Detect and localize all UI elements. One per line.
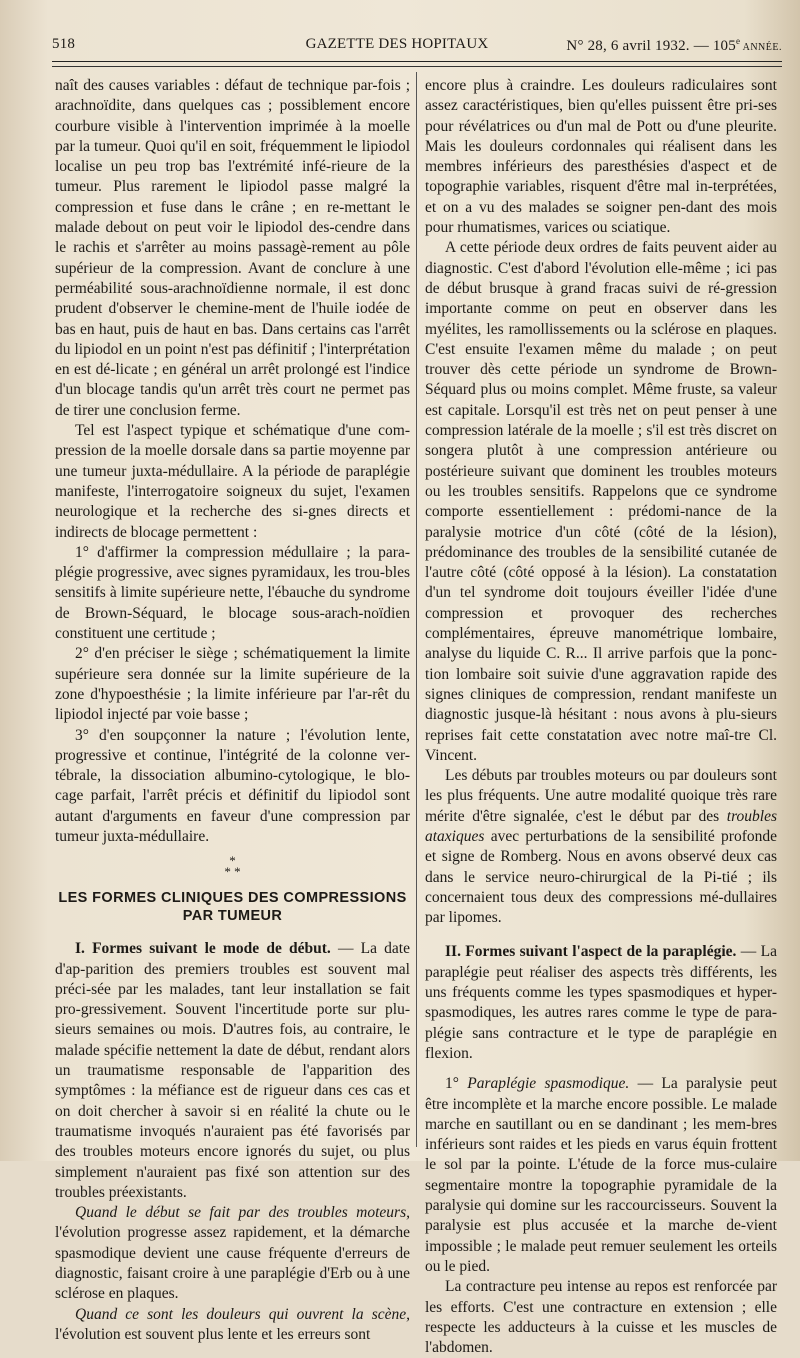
header-rule-bottom bbox=[52, 66, 782, 67]
paragraph: Quand ce sont les douleurs qui ouvrent la scène, l'évolution est souvent plus lente et les erreurs sont bbox=[55, 1305, 410, 1343]
section-separator: * * * bbox=[224, 853, 241, 880]
left-column bbox=[55, 76, 410, 1345]
issue-info: N° 28, 6 avril 1932. — 105e ANNÉE. bbox=[566, 36, 782, 54]
paragraph: Tel est l'aspect typique et schématique d'une com-pression de la moelle dorsale dans sa partie moyenne par une tumeur juxta-médullaire. A la période de paraplégie manifeste, l'interrogatoire soigneux du sujet, l'examen neurologique et la recherche des si-gnes directs et indirects de blocage permettent : bbox=[55, 422, 410, 541]
paragraph: II. Formes suivant l'aspect de la paraplégie. — La paraplégie peut réaliser des aspects très différents, les uns fréquents comme les types spasmodiques et hyper-spasmodiques, les autres rares comme le type de para-plégie sans contracture et le type de paraplégie en flexion. bbox=[425, 943, 777, 1062]
paragraph: 1° d'affirmer la compression médullaire ; la para-plégie progressive, avec signes pyramidaux, les trou-bles sensitifs à limite supérieure nette, l'ébauche du syndrome de Brown-Séquard, le blocage sous-arach-noïdien constituent une certitude ; bbox=[55, 543, 410, 643]
section-title: LES FORMES CLINIQUES DES COMPRESSIONS PAR TUMEUR bbox=[58, 890, 407, 925]
paragraph: 2° d'en préciser le siège ; schématiquement la limite supérieure sera donnée sur la limite supérieure de la zone d'hypoesthésie ; la limite inférieure par l'ar-rêt du lipiodol injecté par voie basse ; bbox=[55, 645, 410, 724]
paragraph: I. Formes suivant le mode de début. — La date d'ap-parition des premiers troubles est souvent mal préci-sée par les malades, tant leur installation se fait pro-gressivement. Souvent l'incertitude porte sur plu-sieurs semaines ou mois. D'autres fois, au contraire, le malade spécifie nettement la date de début, rendant alors un traumatisme responsable de l'apparition des symptômes : la méfiance est de rigueur dans ces cas et on doit chercher à savoir si en réalité la chute ou le traumatisme invoqués n'auraient pas été favorisés par des troubles moteurs encore ignorés du sujet, ou plus simplement n'auraient pas fixé son attention sur des troubles préexistants. bbox=[55, 940, 410, 1201]
column-divider bbox=[416, 72, 417, 1147]
page-number: 518 bbox=[52, 36, 76, 52]
paragraph: Les débuts par troubles moteurs ou par douleurs sont les plus fréquents. Une autre modalité quoique très rare mérite d'être signalée, c'est le début par des troubles ataxiques avec perturbations de la sensibilité profonde et signe de Romberg. Nous en avons observé deux cas dans le service neuro-chirurgical de la Pi-tié ; ils concernaient tous deux des compressions mé-dullaires par lipomes. bbox=[425, 767, 777, 927]
right-column bbox=[425, 76, 777, 1358]
journal-title: GAZETTE DES HOPITAUX bbox=[305, 36, 489, 52]
header-rule-top bbox=[52, 61, 782, 62]
paragraph: La contracture peu intense au repos est renforcée par les efforts. C'est une contracture en extension ; elle respecte les adducteurs à la cuisse et les muscles de l'abdomen. bbox=[425, 1278, 777, 1357]
paragraph: encore plus à craindre. Les douleurs radiculaires sont assez caractéristiques, bien qu'elles puissent être pri-ses pour révélatrices ou d'un mal de Pott ou d'une pleurite. Mais les douleurs cordonnales qui réalisent dans les membres inférieurs des paresthésies d'aspect et de topographie variables, risquent d'être mal in-terprétées, et on a vu des malades se soigner pen-dant des mois pour rhumatismes, varices ou sciatique. bbox=[425, 77, 777, 237]
paragraph: A cette période deux ordres de faits peuvent aider au diagnostic. C'est d'abord l'évolution elle-même ; ici pas de début brusque à grand fracas suivi de ré-gression importante comme on peut en observer dans les myélites, les ramollissements ou la sclérose en plaques. C'est ensuite l'examen même du malade ; on peut trouver dès cette période un syndrome de Brown-Séquard plus ou moins complet. Même fruste, sa valeur est capitale. Lorsqu'il est très net on peut penser à une compression latérale de la moelle ; s'il est très discret on songera plutôt à une compression antérieure ou postérieure suivant que dominent les troubles moteurs ou les troubles sensitifs. Rappelons que ce syndrome comporte essentiellement : prédomi-nance de la paralysie motrice d'un côté (côté de la lésion), prédominance des troubles de la sensibilité cutanée de l'autre côté (côté opposé à la lésion). La constatation d'un tel syndrome doit toujours éveiller l'idée d'une compression et provoquer des recherches complémentaires, épreuve manométrique lombaire, analyse du liquide C. R... Il arrive parfois que la ponc-tion lombaire soit suivie d'une aggravation rapide des signes cliniques de compression, rendant manifeste un diagnostic jusque-là hésitant : nous avons à plu-sieurs reprises fait cette constatation avec notre maî-tre Cl. Vincent. bbox=[425, 239, 777, 764]
subsection-heading: II. Formes suivant l'aspect de la paraplégie. bbox=[445, 943, 737, 961]
page-header bbox=[52, 36, 782, 58]
paragraph: 3° d'en soupçonner la nature ; l'évolution lente, progressive et continue, l'intégrité de la colonne ver-tébrale, la dissociation albumino-cytologique, le blo-cage parfait, l'arrêt précis et définitif du lipiodol sont autant d'arguments en faveur d'une compression par tumeur juxta-médullaire. bbox=[55, 726, 410, 845]
paragraph: Quand le début se fait par des troubles moteurs, l'évolution progresse assez rapidement, et la démarche spasmodique devient une cause fréquente d'erreurs de diagnostic, faisant croire à une paraplégie d'Erb ou à une sclérose en plaques. bbox=[55, 1204, 410, 1303]
paragraph: naît des causes variables : défaut de technique par-fois ; arachnoïdite, dans quelques cas ; possiblement encore courbure visible à l'intervention imprimée à la moelle par la tumeur. Quoi qu'il en soit, fréquemment le lipiodol localise un peu trop bas l'extrémité infé-rieure de la tumeur. Plus rarement le lipiodol passe malgré la compression et fuse dans le crâne ; en re-mettant le malade debout on peut voir le lipiodol des-cendre dans le rachis et s'arrêter au moins passagè-rement au pôle supérieur de la compression. Avant de conclure à une perméabilité sous-arachnoïdienne normale, il est donc prudent d'observer le chemine-ment de l'huile iodée de bas en haut, puis de haut en bas. Dans certains cas l'arrêt du lipiodol en un point n'est pas définitif ; l'interprétation en est dé-licate ; en général un arrêt prolongé est l'indice d'un blocage tandis qu'un arrêt très court ne permet pas de tirer une conclusion ferme. bbox=[55, 77, 410, 419]
paragraph: 1° Paraplégie spasmodique. — La paralysie peut être incomplète et la marche encore possible. Le malade marche en sautillant ou en se dandinant ; les mem-bres inférieurs sont raides et les pieds en varus équin frottent le sol par la pointe. L'étude de la force mus-culaire segmentaire montre la topographie pyramidale de la paralysie qui domine sur les raccourcisseurs. Souvent la paralysie est plus accusée et la marche de-vient impossible ; le malade peut remuer seulement les orteils ou le pied. bbox=[425, 1075, 777, 1275]
subsection-heading: I. Formes suivant le mode de début. bbox=[75, 940, 331, 958]
